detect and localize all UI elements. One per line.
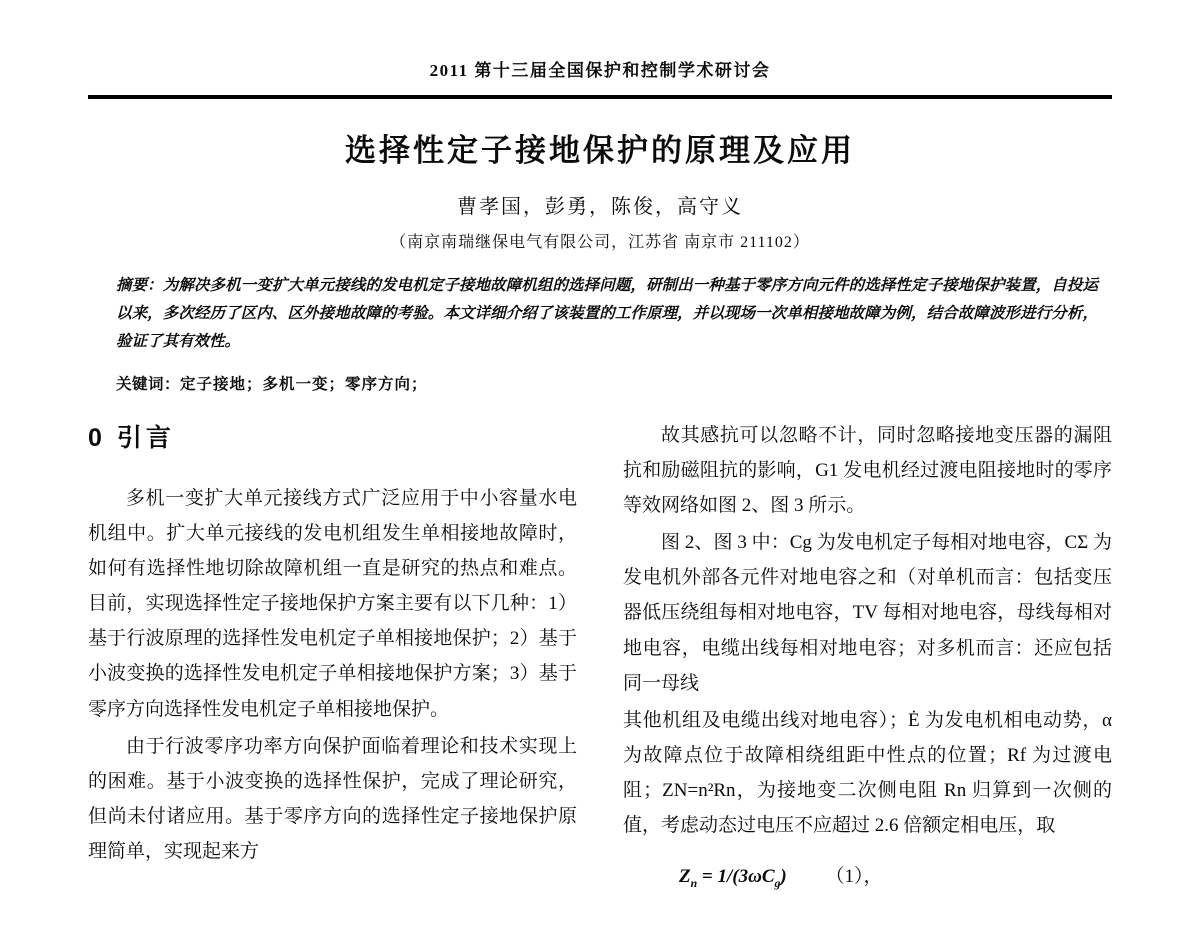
equation-c-subscript: g [774, 877, 781, 891]
right-paragraph-2: 图 2、图 3 中：Cg 为发电机定子每相对地电容，CΣ 为发电机外部各元件对地电容之和（对单机而言：包括变压器低压绕组每相对地电容，TV 每相对地电容，母线每相对地电容，电缆出线每相对地电容；对多机而言：还应包括同一母线 [623, 532, 1112, 694]
right-paragraph-1: 故其感抗可以忽略不计，同时忽略接地变压器的漏阻抗和励磁阻抗的影响，G1 发电机经过渡电阻接地时的零序等效网络如图 2、图 3 所示。 [623, 424, 1112, 516]
equation-number: （1）， [825, 866, 883, 888]
left-column [88, 418, 577, 895]
equation-z-symbol: Z [679, 866, 691, 888]
header-divider-rule [88, 95, 1112, 99]
keywords-block [116, 372, 1112, 394]
equation-body: = 1/(3ω [697, 866, 762, 888]
abstract-block [116, 272, 1098, 356]
conference-header: 2011 第十三届全国保护和控制学术研讨会 [429, 61, 771, 80]
keywords-label: 关键词： [116, 375, 181, 393]
intro-paragraph-1: 多机一变扩大单元接线方式广泛应用于中小容量水电机组中。扩大单元接线的发电机组发生单相接地故障时，如何有选择性地切除故障机组一直是研究的热点和难点。目前，实现选择性定子接地保护方案主要有以下几种：1）基于行波原理的选择性发电机定子单相接地保护；2）基于小波变换的选择性发电机定子单相接地保护方案；3）基于零序方向选择性发电机定子单相接地保护。 [88, 487, 577, 720]
keywords-text: 定子接地；多机一变；零序方向； [180, 375, 428, 393]
equation-z-subscript: n [690, 877, 698, 891]
equation-c-symbol: C [761, 866, 775, 888]
equation-1-expression [679, 866, 787, 891]
equation-tail: ) [780, 866, 787, 888]
abstract-text: 为解决多机一变扩大单元接线的发电机定子接地故障机组的选择问题，研制出一种基于零序方向元件的选择性定子接地保护装置，自投运以来，多次经历了区内、区外接地故障的考验。本文详细介绍了该装置的工作原理，并以现场一次单相接地故障为例，结合故障波形进行分析，验证了其有效性。 [116, 277, 1098, 350]
affiliation-line: （南京南瑞继保电气有限公司，江苏省 南京市 211102） [390, 234, 810, 251]
paper-title: 选择性定子接地保护的原理及应用 [345, 133, 855, 168]
right-paragraph-3: 其他机组及电缆出线对地电容）；Ė 为发电机相电动势，α 为故障点位于故障相绕组距中性点的位置；Rf 为过渡电阻；ZN=n²Rn，为接地变二次侧电阻 Rn 归算到一次侧的值，考虑动态过电压不应超过 2.6 倍额定相电压，取 [623, 709, 1112, 837]
intro-paragraph-2: 由于行波零序功率方向保护面临着理论和技术实现上的困难。基于小波变换的选择性保护，完成了理论研究，但尚未付诸应用。基于零序方向的选择性定子接地保护原理简单，实现起来方 [88, 735, 577, 863]
equation-1 [623, 859, 1112, 895]
abstract-label: 摘要： [116, 277, 163, 294]
authors-line: 曹孝国，彭勇，陈俊，高守义 [457, 196, 743, 218]
two-column-body [88, 418, 1112, 895]
section-heading-introduction: 0 引言 [88, 423, 175, 452]
right-column [623, 418, 1112, 895]
